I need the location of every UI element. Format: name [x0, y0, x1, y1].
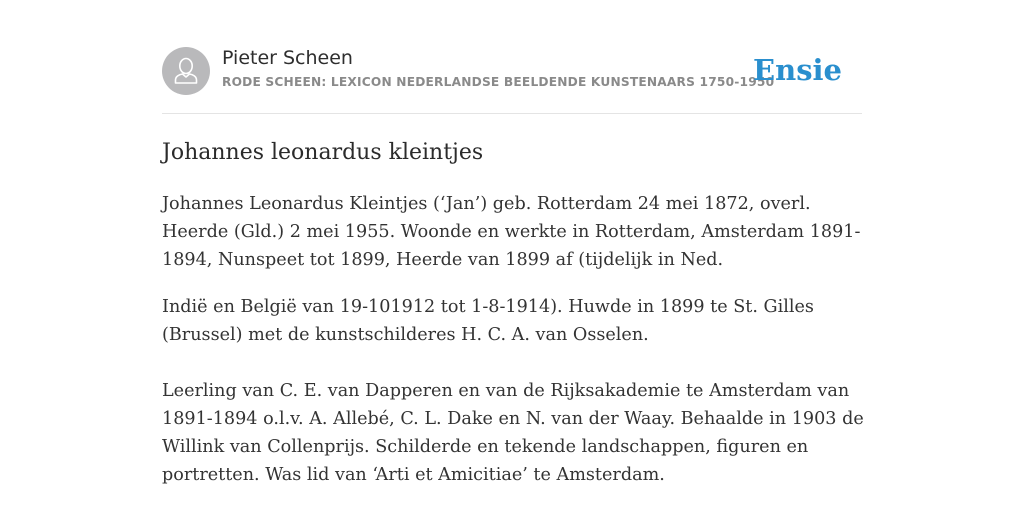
- article-paragraph: Johannes Leonardus Kleintjes (‘Jan’) geb. Rotterdam 24 mei 1872, overl. Heerde (Gld.) 2 mei 1955. Woonde en werkte in Rotterdam, Amsterdam 1891-1894, Nunspeet tot 1899, Heerde van 1899 af (tijdelijk in Ned.: [162, 194, 861, 270]
- article-paragraph: Indië en België van 19-101912 tot 1-8-1914). Huwde in 1899 te St. Gilles (Brussel) met de kunstschilderes H. C. A. van Osselen.: [162, 297, 814, 345]
- user-icon: [162, 47, 210, 95]
- source-label[interactable]: RODE SCHEEN: LEXICON NEDERLANDSE BEELDENDE KUNSTENAARS 1750-1950: [222, 75, 775, 89]
- avatar[interactable]: [162, 47, 210, 95]
- article-header: [162, 46, 862, 96]
- header-divider: [162, 113, 862, 114]
- article-paragraph: Leerling van C. E. van Dapperen en van de Rijksakademie te Amsterdam van 1891-1894 o.l.v. A. Allebé, C. L. Dake en N. van der Waay. Behaalde in 1903 de Willink van Collenprijs. Schilderde en tekende landschappen, figuren en portretten. Was lid van ‘Arti et Amicitiae’ te Amsterdam.: [162, 381, 864, 485]
- ensie-logo[interactable]: Ensie: [753, 53, 842, 87]
- author-name[interactable]: Pieter Scheen: [222, 47, 353, 69]
- page-title: Johannes leonardus kleintjes: [162, 140, 484, 165]
